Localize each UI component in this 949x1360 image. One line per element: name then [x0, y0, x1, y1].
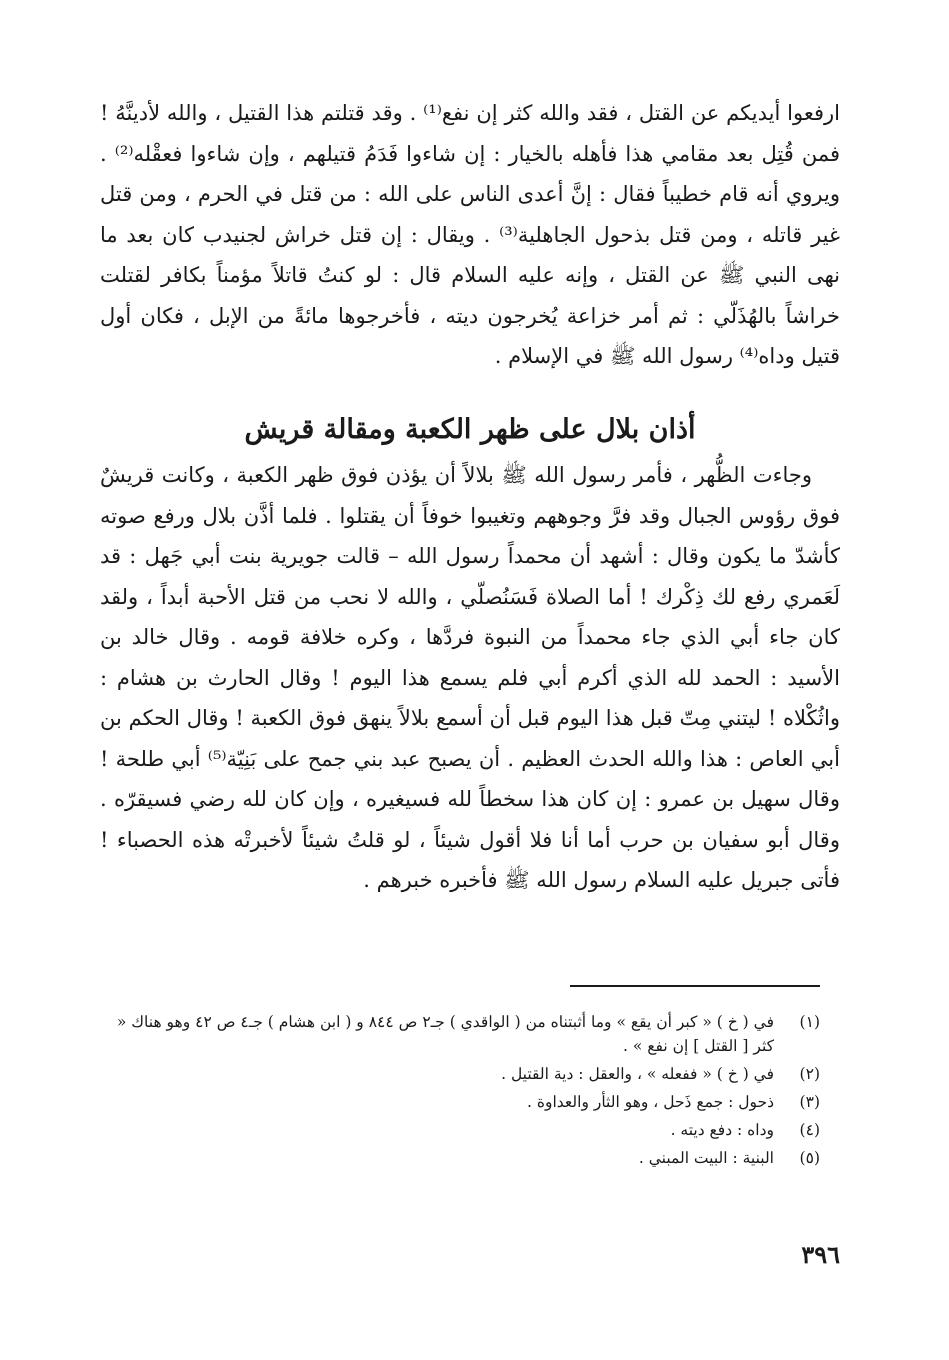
footnote-number: (١) — [799, 1013, 820, 1031]
footnote-item — [100, 1146, 820, 1170]
body-paragraph-1: ارفعوا أيديكم عن القتل ، فقد والله كثر إن نفع⁽¹⁾ . وقد قتلتم هذا القتيل ، والله لأدينَّهُ ! فمن قُتِل بعد مقامي هذا فأهله بالخيار : إن شاءوا فَدَمُ قتيلهم ، وإن شاءوا فعقْله⁽²⁾ . ويروي أنه قام خطيباً فقال : إنَّ أعدى الناس على الله : من قتل في الحرم ، ومن قتل غير قاتله ، ومن قتل بذحول الجاهلية⁽³⁾ . ويقال : إن قتل خراش لجنيدب كان بعد ما نهى النبي ﷺ عن القتل ، وإنه عليه السلام قال : لو كنتُ قاتلاً مؤمناً بكافر لقتلت خراشاً بالهُذَلّي : ثم أمر خزاعة يُخرجون ديته ، فأخرجوها مائةً من الإبل ، فكان أول قتيل وداه⁽⁴⁾ رسول الله ﷺ في الإسلام . — [100, 101, 840, 368]
body-paragraph-2: وجاءت الظُّهر ، فأمر رسول الله ﷺ بلالاً أن يؤذن فوق ظهر الكعبة ، وكانت قريشٌ فوق رؤوس الجبال وقد فرَّ وجوههم وتغيبوا خوفاً أن يقتلوا . فلما أذَّن بلال ورفع صوته كأشدّ ما يكون وقال : أشهد أن محمداً رسول الله – قالت جويرية بنت أبي جَهل : قد لَعَمري رفع لك ذِكْرك ! أما الصلاة فَسَنُصلّي ، والله لا نحب من قتل الأحبة أبداً ، ولقد كان جاء أبي الذي جاء محمداً من النبوة فردَّها ، وكره خلافة قومه . وقال خالد بن الأسيد : الحمد لله الذي أكرم أبي فلم يسمع هذا اليوم ! وقال الحارث بن هشام : واثُكْلاه ! ليتني مِتّ قبل هذا اليوم قبل أن أسمع بلالاً ينهق فوق الكعبة ! وقال الحكم بن أبي العاص : هذا والله الحدث العظيم . أن يصبح عبد بني جمح على بَنِيّة⁽⁵⁾ أبي طلحة ! وقال سهيل بن عمرو : إن كان هذا سخطاً لله فسيغيره ، وإن كان لله رضي فسيقرّه . وقال أبو سفيان بن حرب أما أنا فلا أقول شيئاً ، لو قلتُ شيئاً لأخبرتْه هذه الحصباء ! فأتى جبريل عليه السلام رسول الله ﷺ فأخبره خبرهم . — [100, 463, 840, 892]
footnote-item — [100, 1062, 820, 1086]
footnote-text: البنية : البيت المبني . — [638, 1149, 774, 1167]
section-title: أذان بلال على ظهر الكعبة ومقالة قريش — [244, 414, 696, 445]
footnote-number: (٢) — [799, 1065, 820, 1083]
footnote-text: في ( خ ) « ففعله » ، والعقل : دية القتيل . — [501, 1065, 774, 1083]
footnote-separator — [570, 985, 820, 987]
footnote-text: ذحول : جمع ذَحل ، وهو الثأر والعداوة . — [527, 1093, 774, 1111]
page-number: ٣٩٦ — [801, 1240, 840, 1269]
footnote-item — [100, 1010, 820, 1058]
footnote-number: (٤) — [799, 1121, 820, 1139]
footnote-number: (٥) — [799, 1149, 820, 1167]
footnote-text: وداه : دفع ديته . — [670, 1121, 774, 1139]
footnotes-list — [100, 1010, 820, 1174]
footnote-number: (٣) — [799, 1093, 820, 1111]
footnote-text: في ( خ ) « كبر أن يقع » وما أثبتناه من ( الواقدي ) جـ٢ ص ٨٤٤ و ( ابن هشام ) جـ٤ ص ٤٢ وهو هناك « كثر [ القتل ] إن نفع » . — [116, 1013, 774, 1055]
footnote-item — [100, 1118, 820, 1142]
footnote-item — [100, 1090, 820, 1114]
